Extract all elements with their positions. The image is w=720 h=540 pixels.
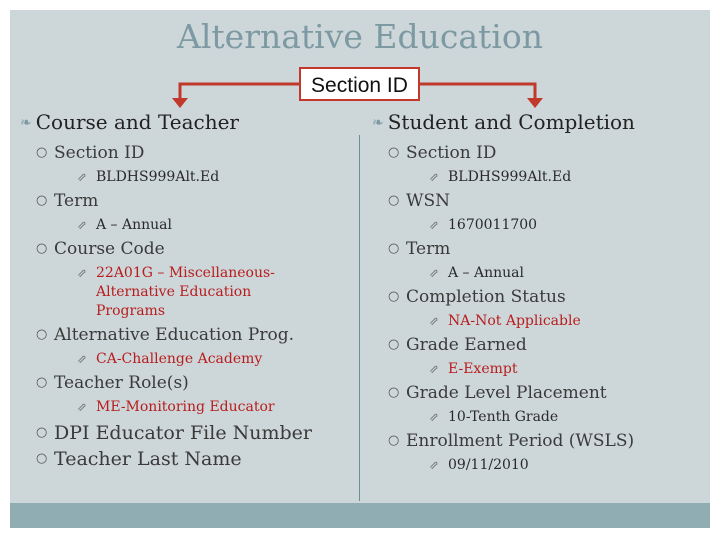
- slide-title: Alternative Education: [177, 17, 543, 56]
- arrow-bullet-icon: ⇗: [429, 170, 440, 184]
- circle-bullet-icon: ○: [388, 385, 400, 400]
- sub-item: [372, 408, 707, 427]
- sub-item: [20, 168, 355, 187]
- list-item: [20, 420, 355, 446]
- item-label: Completion Status: [406, 287, 566, 307]
- list-item: [20, 238, 355, 260]
- list-item: [372, 430, 707, 452]
- arrow-bullet-icon: ⇗: [77, 266, 88, 280]
- arrow-bullet-icon: ⇗: [77, 218, 88, 232]
- item-label: Grade Level Placement: [406, 383, 607, 403]
- item-label: DPI Educator File Number: [54, 422, 312, 444]
- item-value: NA-Not Applicable: [448, 313, 581, 329]
- list-item: [372, 286, 707, 308]
- item-label: Section ID: [406, 143, 497, 163]
- list-item: [372, 238, 707, 260]
- item-value: 09/11/2010: [448, 457, 529, 473]
- arrow-bullet-icon: ⇗: [429, 266, 440, 280]
- arrow-bullet-icon: ⇗: [429, 314, 440, 328]
- item-value: BLDHS999Alt.Ed: [96, 169, 220, 185]
- arrow-bullet-icon: ⇗: [429, 410, 440, 424]
- sub-item: [372, 360, 707, 379]
- student-completion-column: [372, 110, 707, 478]
- item-value: ME-Monitoring Educator: [96, 399, 275, 415]
- sub-item: [372, 456, 707, 475]
- circle-bullet-icon: ○: [388, 433, 400, 448]
- arrow-bullet-icon: ⇗: [429, 458, 440, 472]
- column-heading: [20, 110, 355, 134]
- item-value: CA-Challenge Academy: [96, 351, 263, 367]
- flourish-bullet-icon: ❧: [20, 115, 32, 131]
- column-heading: [372, 110, 707, 134]
- list-item: [372, 334, 707, 356]
- sub-item: [372, 312, 707, 331]
- arrow-bullet-icon: ⇗: [77, 400, 88, 414]
- item-value: 10-Tenth Grade: [448, 409, 559, 425]
- item-value: 1670011700: [448, 217, 538, 233]
- item-label: Teacher Role(s): [54, 373, 189, 393]
- item-value: A – Annual: [448, 265, 524, 281]
- list-item: [372, 142, 707, 164]
- sub-item: [20, 398, 355, 417]
- circle-bullet-icon: ○: [388, 289, 400, 304]
- item-value: E-Exempt: [448, 361, 518, 377]
- circle-bullet-icon: ○: [36, 327, 48, 342]
- circle-bullet-icon: ○: [36, 145, 48, 160]
- sub-item: [20, 216, 355, 235]
- sub-item: [372, 264, 707, 283]
- item-value: Alternative Education: [96, 284, 252, 300]
- circle-bullet-icon: ○: [36, 241, 48, 256]
- item-value: A – Annual: [96, 217, 172, 233]
- list-item: [372, 382, 707, 404]
- item-label: WSN: [406, 191, 450, 211]
- arrow-bullet-icon: ⇗: [77, 170, 88, 184]
- item-label: Alternative Education Prog.: [54, 325, 294, 345]
- left-connector-line: [180, 84, 299, 100]
- list-item: [20, 190, 355, 212]
- section-id-box: Section ID: [299, 67, 420, 101]
- list-item: [20, 372, 355, 394]
- list-item: [20, 446, 355, 472]
- arrow-bullet-icon: ⇗: [429, 218, 440, 232]
- item-value: BLDHS999Alt.Ed: [448, 169, 572, 185]
- item-label: Term: [54, 191, 99, 211]
- circle-bullet-icon: ○: [36, 451, 48, 466]
- item-label: Term: [406, 239, 451, 259]
- sub-item: [372, 216, 707, 235]
- item-label: Teacher Last Name: [54, 448, 242, 470]
- arrow-bullet-icon: ⇗: [429, 362, 440, 376]
- column-heading-text: Course and Teacher: [35, 110, 239, 134]
- right-arrowhead-icon: [527, 98, 543, 108]
- item-label: Course Code: [54, 239, 165, 259]
- sub-item: [20, 264, 355, 321]
- column-heading-text: Student and Completion: [387, 110, 635, 134]
- list-item: [372, 190, 707, 212]
- item-value: Programs: [96, 303, 166, 319]
- column-divider: [359, 135, 360, 501]
- course-teacher-column: [20, 110, 355, 472]
- circle-bullet-icon: ○: [388, 337, 400, 352]
- item-label: Grade Earned: [406, 335, 527, 355]
- right-connector-line: [420, 84, 535, 100]
- flourish-bullet-icon: ❧: [372, 115, 384, 131]
- item-label: Section ID: [54, 143, 145, 163]
- circle-bullet-icon: ○: [36, 193, 48, 208]
- item-label: Enrollment Period (WSLS): [406, 431, 635, 451]
- circle-bullet-icon: ○: [388, 145, 400, 160]
- item-value: 22A01G – Miscellaneous-: [96, 265, 275, 281]
- circle-bullet-icon: ○: [36, 425, 48, 440]
- arrow-bullet-icon: ⇗: [77, 352, 88, 366]
- sub-item: [20, 350, 355, 369]
- circle-bullet-icon: ○: [388, 241, 400, 256]
- sub-item: [372, 168, 707, 187]
- list-item: [20, 324, 355, 346]
- circle-bullet-icon: ○: [388, 193, 400, 208]
- list-item: [20, 142, 355, 164]
- circle-bullet-icon: ○: [36, 375, 48, 390]
- left-arrowhead-icon: [172, 98, 188, 108]
